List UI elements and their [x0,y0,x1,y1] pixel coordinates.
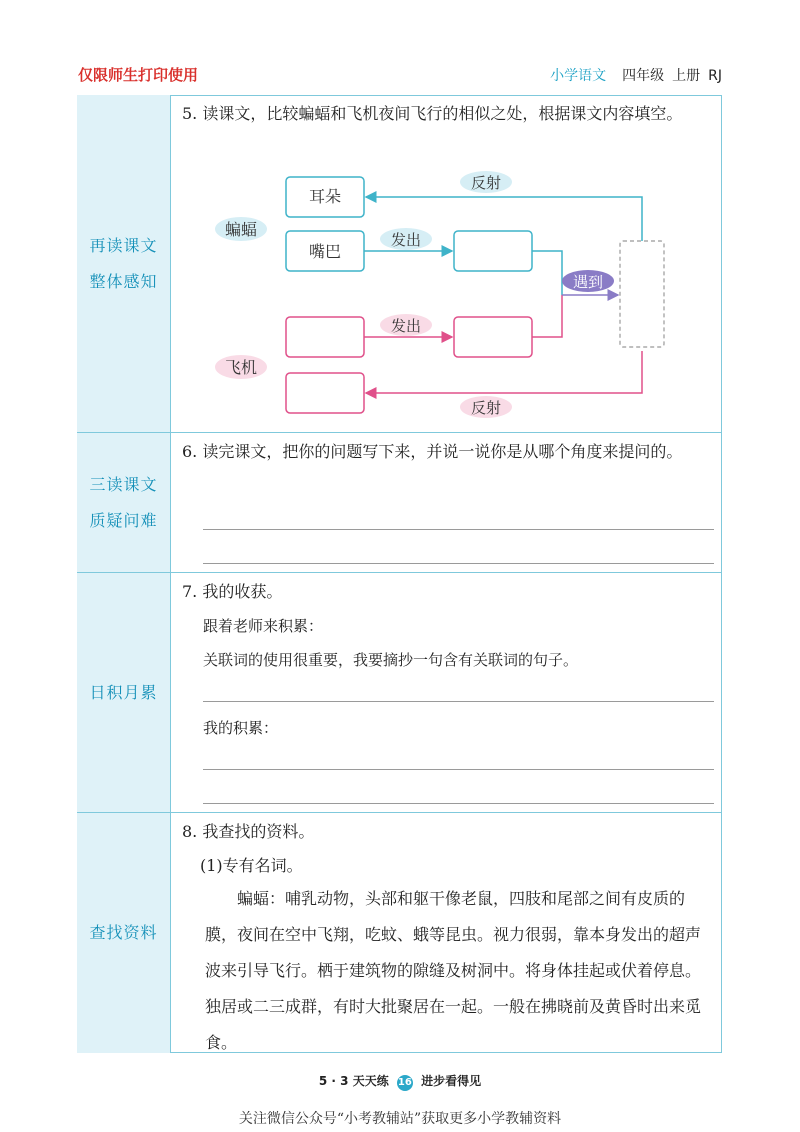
plane-to-encounter-line [532,295,562,337]
bat-blank-box [454,231,532,271]
page-footer [0,1072,800,1091]
header-print-notice: 仅限师生打印使用 [78,66,199,84]
section-content [170,573,722,812]
question-6-text: 6. 读完课文，把你的问题写下来，并说一说你是从哪个角度来提问的。 [182,442,683,461]
header-volume: 上册 [672,68,701,84]
header-subject: 小学语文 [550,68,607,84]
question-8-title: 8. 我查找的资料。 [182,822,315,841]
conjunction-instruction: 关联词的使用很重要，我要摘抄一句含有关联词的句子。 [203,651,579,669]
section-find-materials [77,812,722,1053]
answer-line[interactable] [203,701,714,702]
proper-noun-subtitle: (1)专有名词。 [200,856,303,875]
answer-line[interactable] [203,563,714,564]
header-grade: 四年级 [622,68,665,84]
my-accumulation-label: 我的积累： [203,719,279,737]
section-content [170,95,722,432]
header-book-info [542,65,722,85]
ear-text: 耳朵 [308,187,342,206]
follow-teacher-label: 跟着老师来积累： [203,617,324,635]
question-5-text: 5. 读课文，比较蝙蝠和飞机夜间飞行的相似之处，根据课文内容填空。 [182,104,683,123]
section-label: 日积月累 [77,573,171,812]
emit-bottom-label: 发出 [390,317,422,335]
answer-line[interactable] [203,529,714,530]
section-content [170,813,722,1053]
answer-line[interactable] [203,769,714,770]
reflect-top-label: 反射 [470,174,502,192]
reflect-bottom-label: 反射 [470,399,502,417]
section-content [170,433,722,572]
footer-brand-left: 5 · 3 天天练 [318,1074,389,1088]
plane-blank-box [454,317,532,357]
plane-emitter-box [286,317,364,357]
bottom-promo-note: 关注微信公众号“小考教辅站”获取更多小学教辅资料 [238,1111,562,1127]
bat-definition-paragraph: 蝙蝠：哺乳动物，头部和躯干像老鼠，四肢和尾部之间有皮质的膜，夜间在空中飞翔，吃蚊、蛾等昆虫。视力很弱，靠本身发出的超声波来引导飞行。栖于建筑物的隙缝及树洞中。将身体挂起或伏着停息。独居或二三成群，有时大批聚居在一起。一般在拂晓前及黄昏时出来觅食。 [205,889,702,1052]
header-edition: RJ [708,68,722,84]
mouth-text: 嘴巴 [308,242,342,261]
section-daily-accumulation [77,572,722,812]
obstacle-blank-box [620,241,664,347]
page-number: 16 [397,1075,413,1091]
section-third-read-questions [77,432,722,572]
bat-plane-diagram [170,167,710,427]
bat-label: 蝙蝠 [224,220,258,239]
emit-top-label: 发出 [390,231,422,249]
question-7-title: 7. 我的收获。 [182,582,283,601]
section-label: 查找资料 [77,813,171,1053]
answer-line[interactable] [203,803,714,804]
section-reread-overview [77,95,722,432]
bat-to-encounter-line [532,251,562,295]
plane-label: 飞机 [224,358,258,377]
encounter-label: 遇到 [572,273,604,291]
section-label: 三读课文 质疑问难 [77,433,171,572]
section-label: 再读课文 整体感知 [77,95,171,432]
footer-brand-right: 进步看得见 [421,1074,482,1088]
plane-receiver-box [286,373,364,413]
